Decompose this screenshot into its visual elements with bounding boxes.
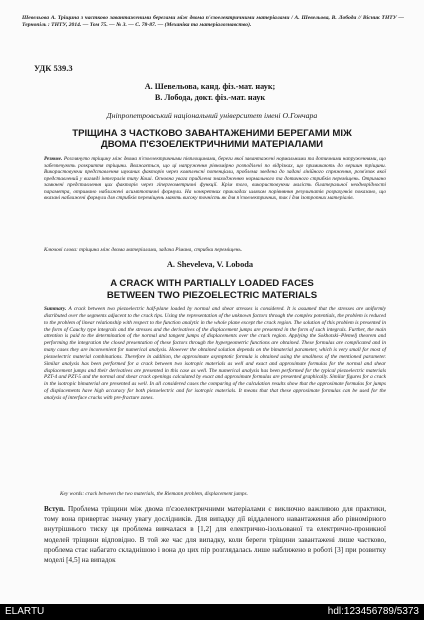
citation-header: Шевельова А. Тріщина з частково завантаженими берегами між двома п'єзоелектричними матеріалами / А. Шевельова, В. Лобода // Вісник ТНТУ — Тернопіль : ТНТУ, 2014. — Том 75. — № 3. — С. 78-87. — (Механіка та матеріалознавство). <box>22 15 404 29</box>
authors-ukrainian <box>60 81 360 103</box>
abstract-english <box>44 306 386 402</box>
intro-label: Вступ. <box>44 505 65 513</box>
introduction-paragraph <box>44 504 386 565</box>
intro-text: Проблема тріщини між двома п'єзоелектричними матеріалами є виключно важливою для практики, тому вона привертає значну увагу дослідників. Для випадку дії віддаленого навантаження або рівномірного внутрішнього тиску ця проблема вивчалася в [1,2] для електрично-ізольованої та електрично-проникної моделей тріщини відповідно. В той же час для випадку, коли береги тріщини завантажені лише частково, проблема стає набагато складнішою і вона до цих пір розглядалась лише наближено в роботі [3] при розвитку моделі [4,5] на випадок <box>44 505 386 565</box>
title-english <box>30 278 394 301</box>
abstract-ukrainian <box>44 156 386 202</box>
author-line-2: В. Лобода, докт. фіз.-мат. наук <box>154 93 266 102</box>
abstract-en-text: A crack between two piezoelectric half-plane loaded by normal and shear stresses is considered. It is assumed that the stresses are uniformly distributed over the segments adjacent to the crack tips. Using the representation of the unknown factors through the complex potentials, the problem is reduced to the problem of linear relationship with respect to the function analytic in the whole plane except the crack region. The solution of this problem is presented in the form of Cauchy type integrals and the stresses and the derivatives of the displacement jumps are presented in the form of such integrals. Further, the main attention is paid to the determination of the normal and tangent jumps of displacements over the crack region. Applying the Sokhotski–Plemelj theorem and performing the integration the closed presentation of these factors through the hypergeometric functions are obtained. These formulas are complicated and in many cases they are inconvenient for numerical analysis. However the obtained solution depends on the bimaterial parameter, which is very small for most of piezoelectric material combinations. Therefore in addition, the approximate asymptotic formula is obtained using the smallness of the mentioned parameter. Similar analysis has been performed for a crack between two isotropic materials as well and exact and approximate formulas for the normal and shear displacement jumps and their derivatives are presented in this case as well. The numerical analysis has been performed for the typical piezoelectric materials PZT-4 and PZT-5 and the normal and shear crack openings calculated by exact and approximate formulas are presented graphically. Similar figures for a crack in the isotropic bimaterial are presented as well. In all considered cases the comparing of the calculation results show that the approximate formulas for jumps of displacements have high accuracy for both piezoelectric and for isotropic materials. It means that that these approximate formulas can be used for the analysis of interface cracks with pre-fracture zones. <box>44 306 386 401</box>
abstract-ua-label: Резюме. <box>44 156 63 162</box>
footer-bar <box>0 604 424 620</box>
abstract-ua-text: Розглянуто тріщину між двома п'єзоелектричними півплощинами, береги якої завантажені нормальними та дотичними напруженнями, що забезпечують розкриття тріщини. Вважається, що ці напруження рівномірно розподілені по відрізках, що примикають до вершин тріщини. Використовуючи представлення шуканих факторів через комплексні потенціали, проблема зведена до задачі лінійного спряження, розв'язок якої представлений у вигляді інтегралів типу Коші. Основна увага приділена знаходженню нормального та дотичного стрибків переміщень. Отримано замкнені представлення цих факторів через гіпергеометричні функції. Крім того, використовуючи малість білатеральної неоднорідності параметра, отримано наближені асимптотичні формули. На конкретних прикладах шляхом порівняння результатів розрахунків показано, що вказані наближені формули для стрибків переміщень мають високу точність як для п'єзоелектричних, так і для ізотропних матеріалів. <box>44 156 386 202</box>
title-en-line-2: BETWEEN TWO PIEZOELECTRIC MATERIALS <box>106 289 318 301</box>
title-ua-line-2: ДВОМА П'ЄЗОЕЛЕКТРИЧНИМИ МАТЕРІАЛАМИ <box>100 139 324 150</box>
keywords-ukrainian: Ключові слова: тріщина між двома матеріалами, задача Рімана, стрибки переміщень. <box>44 247 243 253</box>
author-line-1: А. Шевельова, канд. фіз.-мат. наук; <box>144 82 276 91</box>
title-en-line-1: A CRACK WITH PARTIALLY LOADED FACES <box>110 278 314 289</box>
title-ua-line-1: ТРІЩИНА З ЧАСТКОВО ЗАВАНТАЖЕНИМИ БЕРЕГАМИ МІЖ <box>72 128 352 139</box>
abstract-en-label: Summary. <box>44 306 67 312</box>
keywords-english: Key words: crack between the two materials, the Riemann problem, displacement jumps. <box>60 491 248 497</box>
affiliation: Дніпропетровський національний університет імені О.Гончара <box>106 111 318 120</box>
udc-code: УДК 539.3 <box>34 63 73 73</box>
handle-identifier: hdl:123456789/5373 <box>327 606 419 617</box>
title-ukrainian <box>30 128 394 150</box>
repository-name: ELARTU <box>5 606 45 617</box>
authors-english: A. Sheveleva, V. Loboda <box>166 260 254 269</box>
